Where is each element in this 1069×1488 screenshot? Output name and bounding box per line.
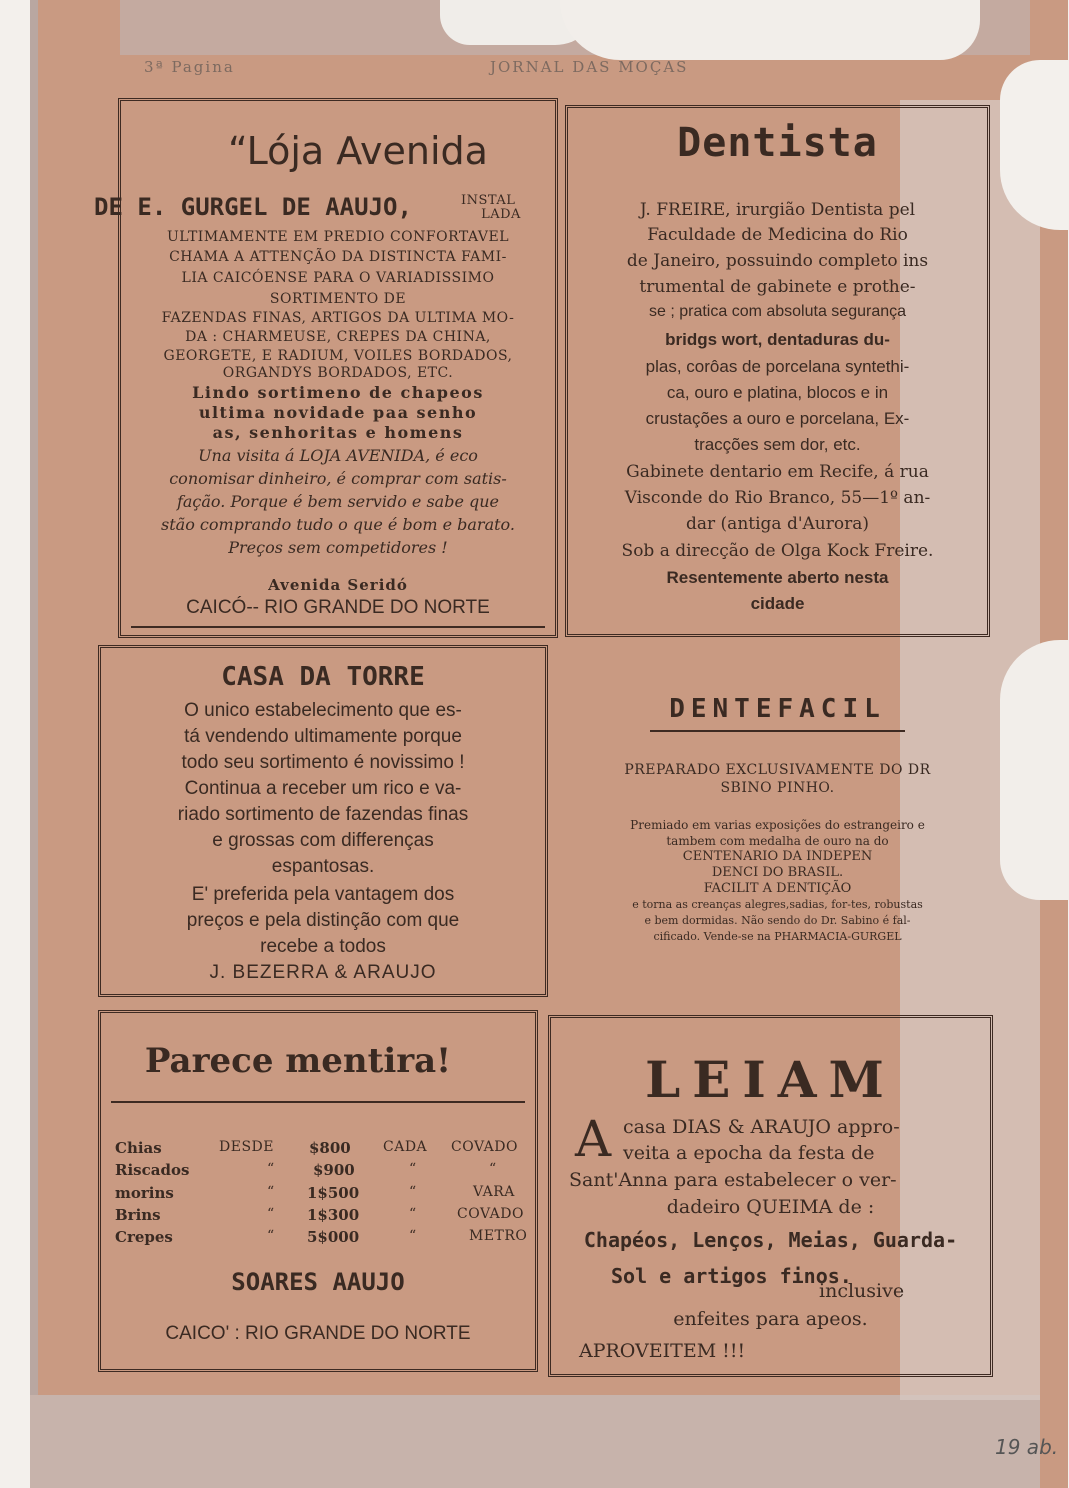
- margin-note: 19 ab.: [995, 1435, 1059, 1459]
- item-unit: CADA: [383, 1139, 428, 1155]
- ad-italic-line: Una visita á LOJA AVENIDA, é eco: [198, 446, 478, 465]
- ad-closing: APROVEITEM !!!: [579, 1340, 746, 1362]
- ad-line: tá vendendo ultimamente porque: [184, 726, 462, 747]
- ad-firm: SOARES AAUJO: [231, 1268, 405, 1296]
- ad-line: espantosas.: [271, 856, 375, 877]
- ad-items: Sol e artigos finos.: [611, 1264, 852, 1288]
- ad-body-line: ORGANDYS BORDADOS, ETC.: [222, 365, 454, 381]
- ad-lada: LADA: [481, 207, 521, 222]
- item-measure: COVADO: [451, 1139, 518, 1155]
- item-measure: METRO: [469, 1228, 528, 1244]
- ad-line: Resentemente aberto nesta: [666, 568, 889, 587]
- ad-rule: [131, 626, 545, 628]
- ad-line: dar (antiga d'Aurora): [686, 514, 869, 534]
- ad-line: todo seu sortimento é novissimo !: [181, 752, 465, 773]
- ad-parece-mentira: [98, 1010, 538, 1372]
- ad-signature: J. BEZERRA & ARAUJO: [209, 962, 437, 983]
- ad-line: e torna as creanças alegres,sadias, for-tes, robustas: [632, 898, 923, 911]
- journal-name: JORNAL DAS MOÇAS: [490, 58, 689, 76]
- ad-italic-line: fação. Porque é bem servido e sabe que: [176, 492, 500, 511]
- item-measure: COVADO: [457, 1206, 524, 1222]
- ad-title: CASA DA TORRE: [221, 662, 425, 692]
- ad-items: Chapéos, Lenços, Meias, Guarda-: [583, 1228, 958, 1252]
- ad-leiam: [548, 1015, 993, 1377]
- price-row: [111, 1184, 531, 1206]
- item-prefix: DESDE: [219, 1139, 274, 1155]
- ad-line: J. FREIRE, irurgião Dentista pel: [639, 200, 916, 220]
- ad-line: plas, corôas de porcelana syntethi-: [645, 357, 910, 376]
- paper-bottom-strip: [30, 1395, 1040, 1488]
- ad-body-line: SORTIMENTO DE: [269, 291, 407, 307]
- running-header: [130, 58, 830, 82]
- item-measure: VARA: [473, 1184, 515, 1200]
- ad-owner: DE E. GURGEL DE AAUJO,: [94, 193, 412, 221]
- ad-line: bridgs wort, dentaduras du-: [665, 330, 890, 349]
- item-prefix: “: [267, 1184, 275, 1200]
- item-price: 1$500: [307, 1184, 360, 1202]
- ad-line: Gabinete dentario em Recife, á rua: [626, 462, 929, 482]
- ad-line: Sant'Anna para estabelecer o ver-: [569, 1169, 897, 1191]
- ad-bold-line: ultima novidade paa senho: [198, 403, 478, 422]
- ad-casa-da-torre: [98, 645, 548, 997]
- ad-line: se ; pratica com absoluta segurança: [648, 303, 907, 320]
- ad-line: trumental de gabinete e prothe-: [639, 277, 916, 297]
- item-price: $800: [309, 1139, 351, 1157]
- ad-sub-line: SBINO PINHO.: [720, 780, 835, 796]
- ad-body-line: GEORGETE, E RADIUM, VOILES BORDADOS,: [163, 348, 513, 364]
- ad-dentefacil: [560, 680, 995, 992]
- item-name: Chias: [115, 1139, 162, 1157]
- price-row: [111, 1139, 531, 1161]
- ad-line: preços e pela distinção com que: [186, 910, 460, 931]
- ad-body-line: FAZENDAS FINAS, ARTIGOS DA ULTIMA MO-: [161, 310, 515, 326]
- ad-body-line: DA : CHARMEUSE, CREPES DA CHINA,: [185, 329, 491, 345]
- item-name: morins: [115, 1184, 174, 1202]
- ad-bold-line: Lindo sortimeno de chapeos: [192, 383, 484, 402]
- title-rule: [650, 730, 905, 732]
- ad-line: e bem dormidas. Não sendo do Dr. Sabino é fal-: [644, 914, 911, 927]
- ad-line: e grossas com differenças: [212, 830, 434, 851]
- item-price: $900: [313, 1161, 355, 1179]
- torn-area: [1000, 640, 1069, 900]
- ad-title: LEIAM: [645, 1050, 896, 1109]
- ad-body-line: ULTIMAMENTE EM PREDIO CONFORTAVEL: [167, 229, 509, 245]
- price-row: [111, 1228, 531, 1250]
- ad-line: dadeiro QUEIMA de :: [666, 1196, 875, 1218]
- ad-line: FACILIT A DENTIÇÃO: [703, 881, 852, 896]
- ad-line: crustações a ouro e porcelana, Ex-: [645, 409, 910, 428]
- ad-line: cificado. Vende-se na PHARMACIA-GURGEL: [653, 930, 902, 943]
- ad-line: Premiado em varias exposições do estrangeiro e: [630, 818, 925, 832]
- item-unit: “: [409, 1206, 417, 1222]
- ad-line: DENCI DO BRASIL.: [711, 865, 844, 880]
- item-price: 1$300: [307, 1206, 360, 1224]
- price-row: [111, 1206, 531, 1228]
- torn-area: [1000, 60, 1069, 230]
- ad-line: de Janeiro, possuindo completo ins: [626, 251, 929, 271]
- item-unit: “: [409, 1228, 417, 1244]
- ad-bold-line: as, senhoritas e homens: [212, 423, 464, 442]
- ad-italic-line: Preços sem competidores !: [228, 538, 448, 557]
- ad-line: ca, ouro e platina, blocos e in: [666, 383, 889, 402]
- ad-line: E' preferida pela vantagem dos: [191, 884, 455, 905]
- item-unit: “: [409, 1184, 417, 1200]
- ad-address: Avenida Seridó: [268, 576, 408, 594]
- ad-title: “Lója Avenida: [228, 129, 488, 173]
- item-name: Crepes: [115, 1228, 173, 1246]
- ad-line: enfeites para apeos.: [673, 1308, 868, 1330]
- item-name: Riscados: [115, 1161, 190, 1179]
- ad-line: O unico estabelecimento que es-: [184, 700, 462, 721]
- dropcap: A: [575, 1110, 612, 1168]
- ad-title: Dentista: [677, 120, 878, 166]
- ad-line: tracções sem dor, etc.: [694, 435, 861, 454]
- ad-instal: INSTAL: [461, 193, 516, 208]
- ad-title: DENTEFACIL: [669, 694, 886, 724]
- item-prefix: “: [267, 1228, 275, 1244]
- ad-italic-line: stão comprando tudo o que é bom e barato.: [161, 515, 515, 534]
- ad-line: Visconde do Rio Branco, 55—1º an-: [624, 488, 931, 508]
- torn-area: [560, 0, 980, 60]
- ad-body-line: CHAMA A ATTENÇÃO DA DISTINCTA FAMI-: [169, 249, 507, 265]
- item-prefix: “: [267, 1161, 275, 1177]
- item-prefix: “: [267, 1206, 275, 1222]
- ad-line: recebe a todos: [260, 936, 386, 957]
- ad-city: CAICÓ-- RIO GRANDE DO NORTE: [186, 597, 490, 618]
- ad-italic-line: conomisar dinheiro, é comprar com satis-: [169, 469, 507, 488]
- ad-line: Faculdade de Medicina do Rio: [647, 225, 908, 245]
- ad-city: CAICO' : RIO GRANDE DO NORTE: [165, 1323, 471, 1344]
- ad-line: casa DIAS & ARAUJO appro-: [623, 1116, 900, 1138]
- item-unit: “: [409, 1161, 417, 1177]
- item-price: 5$000: [307, 1228, 360, 1246]
- ad-line: riado sortimento de fazendas finas: [177, 804, 469, 825]
- title-rule: [111, 1101, 525, 1103]
- ad-inclusive: inclusive: [819, 1280, 905, 1302]
- ad-loja-avenida: [94, 98, 558, 638]
- ad-line: veita a epocha da festa de: [623, 1142, 875, 1164]
- ad-body-line: LIA CAICÓENSE PARA O VARIADISSIMO: [181, 270, 495, 286]
- ad-line: CENTENARIO DA INDEPEN: [682, 849, 873, 864]
- ad-title: Parece mentira!: [144, 1041, 452, 1081]
- ad-line: cidade: [750, 594, 805, 613]
- page-label: 3ª Pagina: [144, 58, 235, 76]
- ad-sub-line: PREPARADO EXCLUSIVAMENTE DO DR: [624, 762, 931, 778]
- price-row: [111, 1161, 531, 1183]
- item-name: Brins: [115, 1206, 161, 1224]
- ad-line: Sob a direcção de Olga Kock Freire.: [621, 541, 934, 561]
- ad-line: tambem com medalha de ouro na do: [666, 834, 889, 848]
- ad-line: Continua a receber um rico e va-: [184, 778, 462, 799]
- ad-dentista: [565, 105, 990, 637]
- item-measure: “: [489, 1161, 497, 1177]
